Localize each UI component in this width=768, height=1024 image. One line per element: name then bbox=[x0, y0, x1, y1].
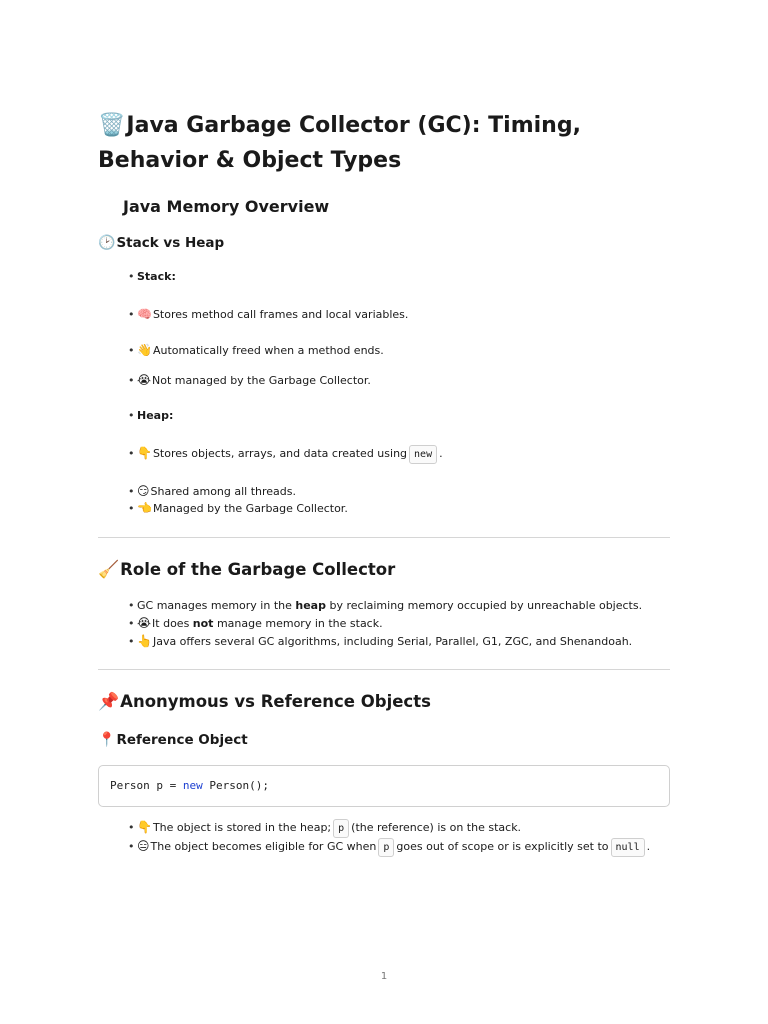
stopwatch-icon: 🕑 bbox=[98, 235, 116, 251]
pointing-down-icon: 👇 bbox=[137, 820, 152, 834]
crying-face-icon: 😭 bbox=[137, 373, 152, 387]
bold-text: not bbox=[192, 617, 214, 630]
objects-heading-text: Anonymous vs Reference Objects bbox=[120, 692, 431, 711]
code-line bbox=[110, 779, 269, 792]
list-item-text: It does bbox=[152, 617, 193, 630]
memory-overview-heading: Java Memory Overview bbox=[123, 197, 330, 216]
list-item-text: Java offers several GC algorithms, including Serial, Parallel, G1, ZGC, and Shenandoah. bbox=[152, 635, 633, 648]
list-item: • 👇Stores objects, arrays, and data created using new . bbox=[128, 445, 443, 464]
gc-role-heading-text: Role of the Garbage Collector bbox=[120, 560, 396, 579]
waving-hand-icon: 👋 bbox=[137, 343, 152, 357]
pointing-up-icon: 👆 bbox=[137, 634, 152, 648]
list-item: • 👆Java offers several GC algorithms, including Serial, Parallel, G1, ZGC, and Shenandoah. bbox=[128, 634, 633, 648]
page-title-text: Java Garbage Collector (GC): Timing, Behavior & Object Types bbox=[98, 113, 581, 173]
list-item-text: The object is stored in the heap; bbox=[152, 821, 332, 834]
list-item: • 😏Shared among all threads. bbox=[128, 484, 297, 498]
code-text: Person p = bbox=[110, 779, 183, 792]
stack-vs-heap-heading bbox=[98, 235, 224, 251]
list-item-text-end: . bbox=[439, 447, 443, 460]
list-item-text: Automatically freed when a method ends. bbox=[152, 344, 384, 357]
page-number: 1 bbox=[380, 971, 388, 982]
code-text-end: Person(); bbox=[202, 779, 269, 792]
list-item: • 👈Managed by the Garbage Collector. bbox=[128, 501, 348, 515]
pointing-left-icon: 👈 bbox=[137, 501, 152, 515]
list-item-text-middle: goes out of scope or is explicitly set to bbox=[396, 840, 609, 853]
round-pushpin-icon: 📍 bbox=[98, 732, 116, 748]
wastebasket-icon: 🗑️ bbox=[98, 113, 126, 138]
page-title bbox=[98, 108, 698, 178]
inline-code: p bbox=[378, 838, 394, 857]
list-item-text-end: by reclaiming memory occupied by unreachable objects. bbox=[325, 599, 643, 612]
objects-heading bbox=[98, 692, 431, 712]
list-item-text: Stores method call frames and local variables. bbox=[152, 308, 409, 321]
crying-face-icon: 😭 bbox=[137, 616, 152, 630]
code-block bbox=[98, 765, 670, 807]
expressionless-face-icon: 😑 bbox=[137, 839, 150, 853]
list-item-text: Not managed by the Garbage Collector. bbox=[152, 374, 371, 387]
list-item-text: Managed by the Garbage Collector. bbox=[152, 502, 348, 515]
divider bbox=[98, 537, 670, 538]
bold-text: heap bbox=[295, 599, 326, 612]
list-item-text-end: (the reference) is on the stack. bbox=[351, 821, 522, 834]
brain-icon: 🧠 bbox=[137, 307, 152, 321]
stack-vs-heap-text: Stack vs Heap bbox=[116, 235, 225, 251]
stack-label: Stack: bbox=[137, 270, 176, 283]
list-item: • 😭Not managed by the Garbage Collector. bbox=[128, 373, 371, 387]
reference-object-heading bbox=[98, 732, 248, 748]
heap-label: Heap: bbox=[137, 409, 174, 422]
code-keyword: new bbox=[182, 779, 203, 792]
reference-object-heading-text: Reference Object bbox=[116, 732, 248, 748]
inline-code: p bbox=[333, 819, 349, 838]
pushpin-icon: 📌 bbox=[98, 692, 120, 712]
smiling-face-icon: 😏 bbox=[137, 484, 150, 498]
heap-label-item: • Heap: bbox=[128, 409, 174, 422]
inline-code: null bbox=[611, 838, 645, 857]
pointing-hand-icon: 👇 bbox=[137, 446, 152, 460]
list-item-text: Shared among all threads. bbox=[150, 485, 297, 498]
list-item: • 😑The object becomes eligible for GC when p goes out of scope or is explicitly set to null . bbox=[128, 838, 650, 857]
divider bbox=[98, 669, 670, 670]
list-item-text-end: manage memory in the stack. bbox=[213, 617, 383, 630]
list-item: • 🧠Stores method call frames and local variables. bbox=[128, 307, 409, 321]
list-item: • GC manages memory in the heap by reclaiming memory occupied by unreachable objects. bbox=[128, 599, 643, 612]
stack-label-item: • Stack: bbox=[128, 270, 176, 283]
list-item: • 😭It does not manage memory in the stack. bbox=[128, 616, 383, 630]
list-item: • 👇The object is stored in the heap; p (the reference) is on the stack. bbox=[128, 819, 521, 838]
inline-code: new bbox=[409, 445, 437, 464]
gc-role-heading bbox=[98, 560, 395, 580]
list-item-text: Stores objects, arrays, and data created using bbox=[152, 447, 408, 460]
broom-icon: 🧹 bbox=[98, 560, 120, 580]
list-item-text: GC manages memory in the bbox=[137, 599, 296, 612]
list-item-text: The object becomes eligible for GC when bbox=[150, 840, 377, 853]
list-item: • 👋Automatically freed when a method ends. bbox=[128, 343, 384, 357]
list-item-text-end: . bbox=[646, 840, 651, 853]
